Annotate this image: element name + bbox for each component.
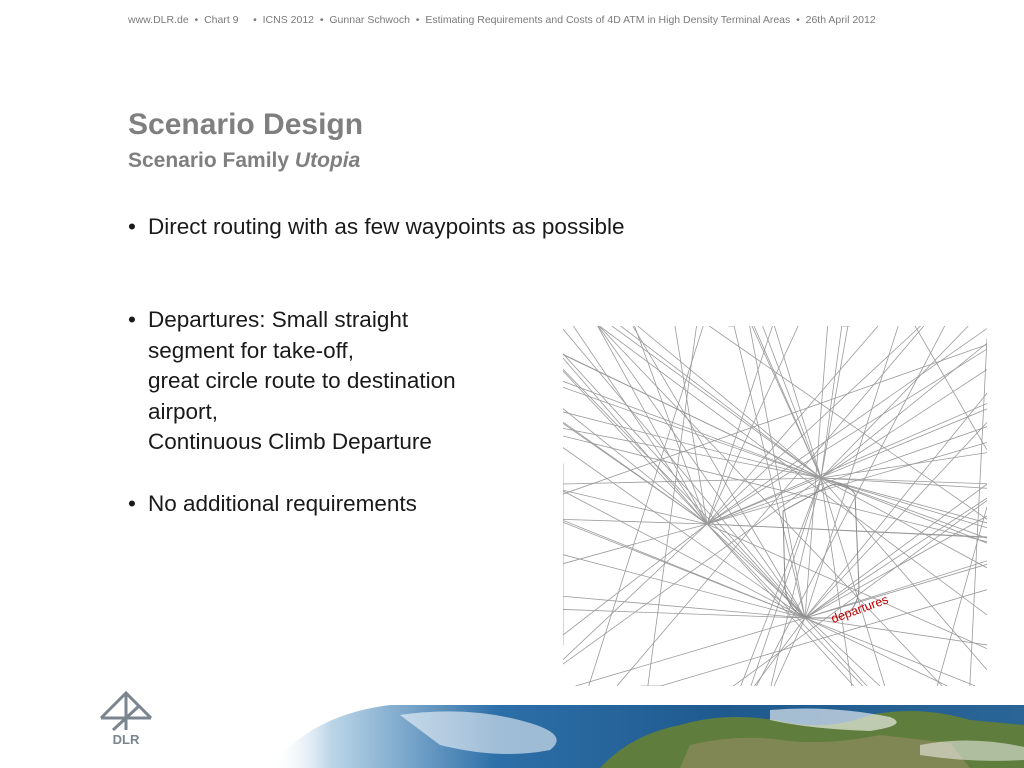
bullet-text-line: segment for take-off, (148, 337, 354, 363)
route-line (635, 326, 707, 524)
header-site: www.DLR.de (128, 14, 189, 26)
svg-text:DLR: DLR (112, 732, 140, 747)
route-line (563, 555, 805, 618)
route-line (617, 326, 924, 686)
bullet-text-line: Continuous Climb Departure (148, 429, 432, 454)
route-line (563, 355, 821, 478)
route-line (821, 453, 987, 478)
route-line (563, 422, 707, 524)
slide-subtitle (128, 149, 360, 173)
route-lines-graphic (563, 326, 987, 686)
bullet-item (128, 212, 748, 243)
route-line (612, 326, 821, 478)
subtitle-prefix: Scenario Family (128, 149, 290, 172)
route-line (733, 501, 987, 686)
route-line (563, 436, 987, 542)
route-line (707, 349, 987, 524)
bullet-text-line: airport, (148, 398, 219, 424)
route-line (563, 519, 707, 524)
subtitle-emphasis: Utopia (294, 149, 361, 172)
bullet-dot: • (128, 491, 136, 516)
route-line (709, 326, 987, 519)
route-line (576, 618, 805, 686)
header-conference: ICNS 2012 (262, 14, 315, 26)
bullet-text: No additional requirements (148, 491, 417, 516)
route-line (573, 326, 707, 524)
route-line (805, 564, 987, 618)
route-line (915, 326, 987, 450)
departure-routes-figure (563, 326, 987, 686)
route-line (805, 561, 987, 618)
route-line (774, 618, 805, 686)
route-line (734, 326, 805, 618)
route-line (741, 478, 821, 686)
route-line (563, 522, 805, 618)
route-line (563, 524, 707, 660)
slide-header: www.DLR.de • Chart 9 • ICNS 2012 • Gunnar Schwoch • Estimating Requirements and Costs of 4D ATM in High Density Terminal Areas • 26th April 2012 (128, 14, 876, 26)
header-talk-title: Estimating Requirements and Costs of 4D ATM in High Density Terminal Areas (425, 14, 791, 26)
route-line (821, 478, 987, 568)
route-line (756, 326, 944, 686)
bullet-text-line: great circle route to destination (148, 368, 456, 393)
slide-title: Scenario Design (128, 108, 364, 141)
departures-label: departures (829, 592, 891, 626)
route-line (563, 491, 805, 618)
route-line (621, 326, 821, 478)
route-line (821, 478, 987, 523)
earth-image-strip (270, 705, 1024, 768)
header-chart-number: Chart 9 (204, 14, 239, 26)
header-author: Gunnar Schwoch (329, 14, 410, 26)
route-line (563, 428, 821, 478)
dlr-logo-icon (93, 688, 159, 748)
bullet-dot: • (128, 307, 136, 332)
header-date: 26th April 2012 (805, 14, 876, 26)
bullet-text-line: Departures: Small straight (148, 307, 409, 332)
route-line (598, 326, 805, 618)
bullet-text: Direct routing with as few waypoints as possible (148, 214, 625, 239)
route-line (805, 393, 987, 618)
bullet-item (128, 489, 548, 520)
bullet-dot: • (128, 214, 136, 239)
route-line (563, 369, 805, 618)
earth-image (270, 705, 1024, 768)
route-line (970, 339, 987, 686)
bullet-item (128, 305, 548, 458)
route-line (707, 326, 772, 524)
